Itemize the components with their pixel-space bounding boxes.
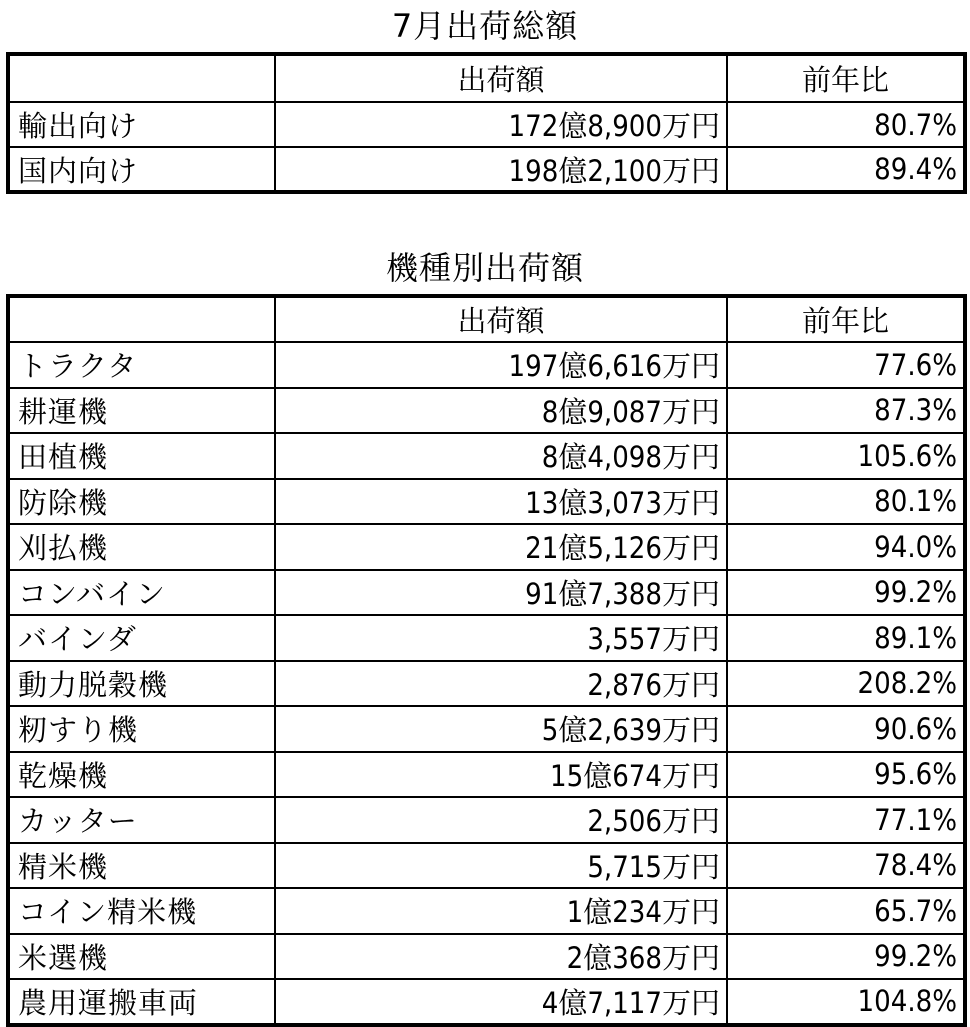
row-label: カッター <box>8 797 275 843</box>
row-ratio: 87.3% <box>727 388 965 434</box>
row-ratio: 77.6% <box>727 342 965 388</box>
table-row <box>8 888 965 934</box>
table-row <box>8 147 965 192</box>
table-header-row <box>8 296 965 342</box>
header-amount: 出荷額 <box>275 296 727 342</box>
row-ratio: 95.6% <box>727 752 965 798</box>
row-ratio: 105.6% <box>727 433 965 479</box>
header-blank <box>8 54 275 102</box>
table-row <box>8 342 965 388</box>
row-label: 輸出向け <box>8 102 275 147</box>
row-amount: 13億3,073万円 <box>275 479 727 525</box>
table-row <box>8 102 965 147</box>
table-row <box>8 979 965 1025</box>
table-row <box>8 661 965 707</box>
row-amount: 8億9,087万円 <box>275 388 727 434</box>
row-label: コイン精米機 <box>8 888 275 934</box>
row-ratio: 104.8% <box>727 979 965 1025</box>
table-row <box>8 433 965 479</box>
row-label: 米選機 <box>8 934 275 980</box>
row-ratio: 208.2% <box>727 661 965 707</box>
total-table-title: 7月出荷総額 <box>391 7 579 45</box>
table-row <box>8 615 965 661</box>
row-ratio: 65.7% <box>727 888 965 934</box>
row-label: 耕運機 <box>8 388 275 434</box>
total-shipment-table <box>6 52 967 194</box>
row-amount: 1億234万円 <box>275 888 727 934</box>
row-label: 刈払機 <box>8 524 275 570</box>
row-amount: 2,876万円 <box>275 661 727 707</box>
table-row <box>8 934 965 980</box>
table-header-row <box>8 54 965 102</box>
row-amount: 3,557万円 <box>275 615 727 661</box>
table-row <box>8 797 965 843</box>
row-amount: 4億7,117万円 <box>275 979 727 1025</box>
header-blank <box>8 296 275 342</box>
row-amount: 8億4,098万円 <box>275 433 727 479</box>
row-label: トラクタ <box>8 342 275 388</box>
row-amount: 172億8,900万円 <box>275 102 727 147</box>
row-label: 田植機 <box>8 433 275 479</box>
row-ratio: 90.6% <box>727 706 965 752</box>
row-label: コンバイン <box>8 570 275 616</box>
row-amount: 2,506万円 <box>275 797 727 843</box>
row-ratio: 99.2% <box>727 934 965 980</box>
row-ratio: 94.0% <box>727 524 965 570</box>
row-ratio: 77.1% <box>727 797 965 843</box>
row-label: 籾すり機 <box>8 706 275 752</box>
row-amount: 91億7,388万円 <box>275 570 727 616</box>
header-ratio: 前年比 <box>727 296 965 342</box>
row-label: 乾燥機 <box>8 752 275 798</box>
by-type-table-title: 機種別出荷額 <box>385 249 584 287</box>
row-label: 農用運搬車両 <box>8 979 275 1025</box>
row-label: 動力脱穀機 <box>8 661 275 707</box>
row-amount: 21億5,126万円 <box>275 524 727 570</box>
row-ratio: 89.4% <box>727 147 965 192</box>
row-amount: 15億674万円 <box>275 752 727 798</box>
row-amount: 2億368万円 <box>275 934 727 980</box>
row-ratio: 80.1% <box>727 479 965 525</box>
row-label: 精米機 <box>8 843 275 889</box>
row-amount: 5,715万円 <box>275 843 727 889</box>
table-row <box>8 752 965 798</box>
table-row <box>8 706 965 752</box>
table-row <box>8 570 965 616</box>
header-ratio: 前年比 <box>727 54 965 102</box>
table-row <box>8 388 965 434</box>
row-label: バインダ <box>8 615 275 661</box>
row-ratio: 78.4% <box>727 843 965 889</box>
table-row <box>8 843 965 889</box>
row-ratio: 89.1% <box>727 615 965 661</box>
row-amount: 5億2,639万円 <box>275 706 727 752</box>
row-amount: 198億2,100万円 <box>275 147 727 192</box>
table-row <box>8 479 965 525</box>
by-type-shipment-table <box>6 294 967 1027</box>
row-label: 国内向け <box>8 147 275 192</box>
table-row <box>8 524 965 570</box>
row-ratio: 99.2% <box>727 570 965 616</box>
header-amount: 出荷額 <box>275 54 727 102</box>
row-label: 防除機 <box>8 479 275 525</box>
row-ratio: 80.7% <box>727 102 965 147</box>
row-amount: 197億6,616万円 <box>275 342 727 388</box>
